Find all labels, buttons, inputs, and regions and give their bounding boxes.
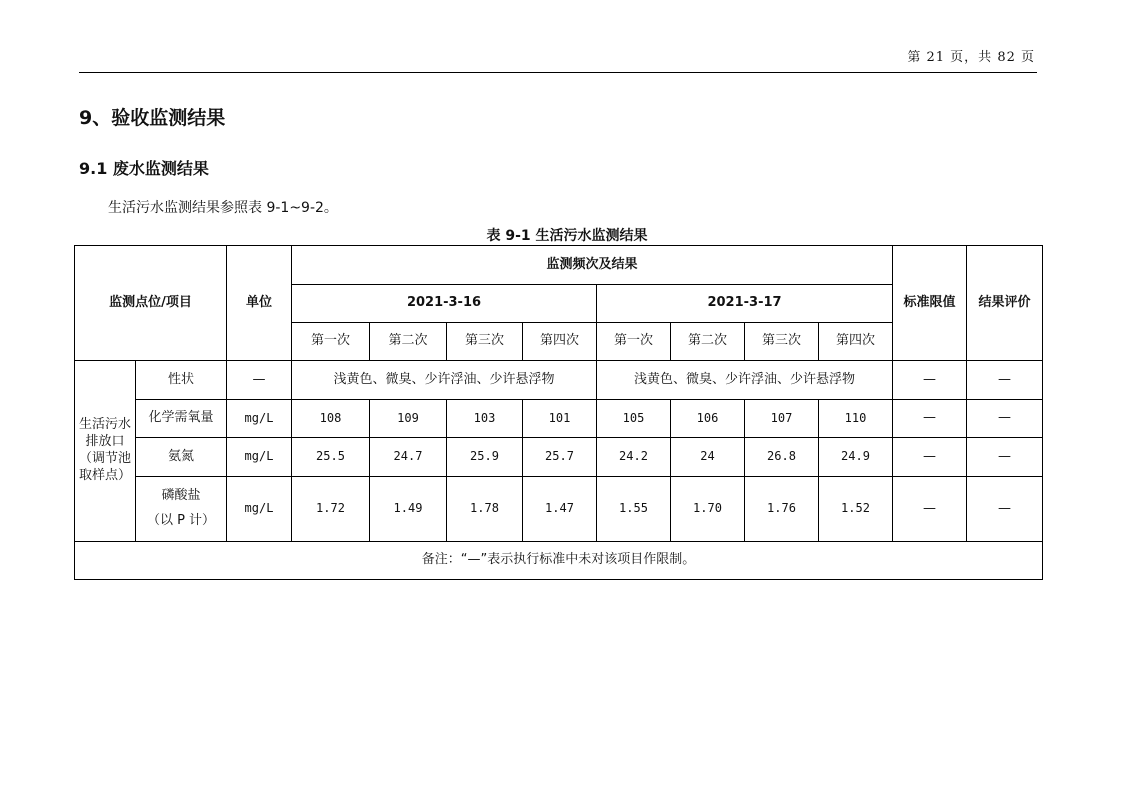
item-name: 氨氮 <box>136 438 227 477</box>
page-header <box>79 45 1037 73</box>
item-name <box>136 477 227 542</box>
page-number: 第 21 页，共 82 页 <box>907 50 1035 65</box>
header-limit: 标准限值 <box>893 246 967 361</box>
header-time: 第二次 <box>671 323 745 361</box>
result-value: 25.9 <box>447 438 523 477</box>
table-row <box>75 438 1043 477</box>
subsection-title: 9.1 废水监测结果 <box>79 159 209 178</box>
limit-value: — <box>893 361 967 400</box>
header-time: 第二次 <box>370 323 447 361</box>
header-date: 2021-3-16 <box>292 285 597 323</box>
header-time: 第三次 <box>447 323 523 361</box>
result-value: 108 <box>292 400 370 438</box>
result-value: 107 <box>745 400 819 438</box>
table-row <box>75 361 1043 400</box>
table-header-row <box>75 246 1043 285</box>
sampling-point: 生活污水排放口（调节池取样点） <box>75 361 136 542</box>
header-time: 第三次 <box>745 323 819 361</box>
result-value: 101 <box>523 400 597 438</box>
result-value: 1.78 <box>447 477 523 542</box>
result-value: 109 <box>370 400 447 438</box>
item-unit: mg/L <box>227 477 292 542</box>
header-evaluation: 结果评价 <box>967 246 1043 361</box>
result-value: 105 <box>597 400 671 438</box>
result-value: 25.5 <box>292 438 370 477</box>
result-value: 106 <box>671 400 745 438</box>
intro-paragraph: 生活污水监测结果参照表 9-1~9-2。 <box>108 200 338 216</box>
appearance-description: 浅黄色、微臭、少许浮油、少许悬浮物 <box>292 361 597 400</box>
result-value: 1.47 <box>523 477 597 542</box>
result-value: 25.7 <box>523 438 597 477</box>
header-point-item: 监测点位/项目 <box>75 246 227 361</box>
header-time: 第四次 <box>819 323 893 361</box>
evaluation-value: — <box>967 361 1043 400</box>
item-name: 化学需氧量 <box>136 400 227 438</box>
header-time: 第一次 <box>292 323 370 361</box>
header-time: 第四次 <box>523 323 597 361</box>
item-unit: — <box>227 361 292 400</box>
result-value: 24.9 <box>819 438 893 477</box>
table-row <box>75 477 1043 542</box>
limit-value: — <box>893 400 967 438</box>
result-value: 1.72 <box>292 477 370 542</box>
result-value: 1.76 <box>745 477 819 542</box>
result-value: 1.49 <box>370 477 447 542</box>
section-title: 9、验收监测结果 <box>79 107 226 129</box>
monitoring-table <box>74 245 1043 580</box>
table-note: 备注：“—”表示执行标准中未对该项目作限制。 <box>75 542 1043 580</box>
result-value: 1.52 <box>819 477 893 542</box>
result-value: 24.2 <box>597 438 671 477</box>
evaluation-value: — <box>967 438 1043 477</box>
table-caption: 表 9-1 生活污水监测结果 <box>486 228 648 244</box>
header-frequency: 监测频次及结果 <box>292 246 893 285</box>
result-value: 1.70 <box>671 477 745 542</box>
item-unit: mg/L <box>227 438 292 477</box>
evaluation-value: — <box>967 400 1043 438</box>
result-value: 103 <box>447 400 523 438</box>
result-value: 1.55 <box>597 477 671 542</box>
header-date: 2021-3-17 <box>597 285 893 323</box>
header-time: 第一次 <box>597 323 671 361</box>
table-note-row <box>75 542 1043 580</box>
limit-value: — <box>893 477 967 542</box>
item-name: 性状 <box>136 361 227 400</box>
result-value: 24 <box>671 438 745 477</box>
result-value: 110 <box>819 400 893 438</box>
result-value: 26.8 <box>745 438 819 477</box>
result-value: 24.7 <box>370 438 447 477</box>
item-name-sub: （以 P 计） <box>146 513 216 528</box>
item-name-main: 磷酸盐 <box>161 488 201 504</box>
item-unit: mg/L <box>227 400 292 438</box>
limit-value: — <box>893 438 967 477</box>
appearance-description: 浅黄色、微臭、少许浮油、少许悬浮物 <box>597 361 893 400</box>
header-unit: 单位 <box>227 246 292 361</box>
evaluation-value: — <box>967 477 1043 542</box>
table-row <box>75 400 1043 438</box>
